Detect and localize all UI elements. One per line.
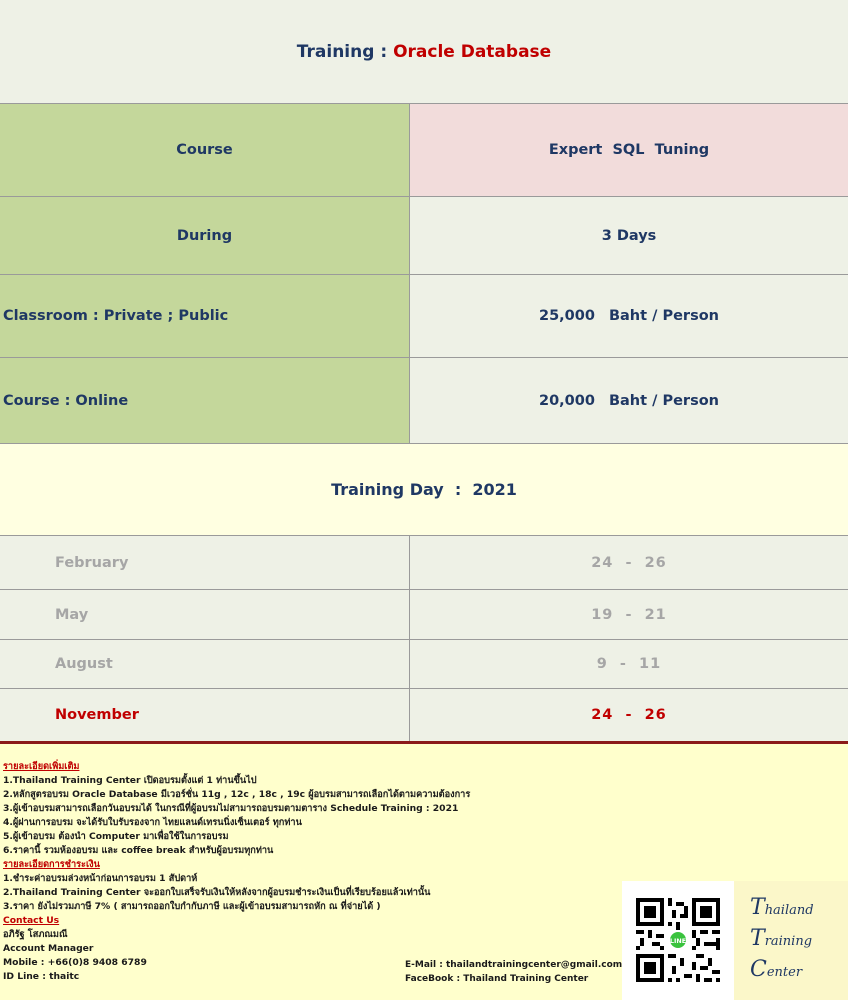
schedule-month: May	[0, 590, 410, 639]
online-row	[0, 358, 848, 444]
detail-line: 6.ราคานี้ รวมห้องอบรม และ coffee break สำหรับผู้อบรมทุกท่าน	[3, 845, 274, 856]
title-prefix: Training :	[296, 41, 388, 62]
online-price-cell	[410, 358, 848, 443]
classroom-price-cell	[410, 275, 848, 357]
contact-mobile: Mobile : +66(0)8 9408 6789	[3, 957, 147, 968]
classroom-unit: Baht / Person	[608, 308, 719, 324]
during-row	[0, 197, 848, 275]
payment-line: 1.ชำระค่าอบรมล่วงหน้าก่อนการอบรม 1 สัปดาห์	[3, 873, 198, 884]
course-label: Course	[0, 104, 410, 196]
schedule-dates: 19 - 21	[591, 606, 667, 623]
during-label: During	[0, 197, 410, 274]
contact-email[interactable]: E-Mail : thailandtrainingcenter@gmail.com	[405, 960, 623, 970]
title-course: Oracle Database	[393, 41, 552, 62]
classroom-price: 25,000	[539, 308, 595, 324]
classroom-label: Classroom : Private ; Public	[0, 275, 410, 357]
qr-code[interactable]	[622, 881, 734, 1000]
classroom-row	[0, 275, 848, 358]
contact-name: อภิรัฐ โสภณมณี	[3, 929, 68, 940]
payment-line: 2.Thailand Training Center จะออกใบเสร็จรับเงินให้หลังจากผู้อบรมชำระเงินเป็นที่เรียบร้อยแล้วเท่านั้น	[3, 887, 431, 898]
online-label: Course : Online	[0, 358, 410, 443]
schedule-row	[0, 640, 848, 689]
schedule-row	[0, 536, 848, 590]
payment-line: 3.ราคา ยังไม่รวมภาษี 7% ( สามารถออกใบกำกับภาษี และผู้เข้าอบรมสามารถหัก ณ ที่จ่ายได้ )	[3, 901, 381, 912]
detail-line: 3.ผู้เข้าอบรมสามารถเลือกวันอบรมได้ ในกรณีที่ผู้อบรมไม่สามารถอบรมตามตาราง Schedule Training : 2021	[3, 803, 459, 814]
schedule-dates: 24 - 26	[591, 707, 667, 723]
company-logo	[734, 881, 848, 1000]
payment-heading: รายละเอียดการชำระเงิน	[3, 859, 100, 870]
logo-line-thailand: Thailand	[750, 895, 814, 920]
schedule-row	[0, 590, 848, 640]
course-info-table	[0, 103, 848, 444]
contact-facebook[interactable]: FaceBook : Thailand Training Center	[405, 974, 589, 984]
course-value: Expert SQL Tuning	[410, 104, 848, 196]
contact-line-id: ID Line : thaitc	[3, 971, 80, 982]
more-details-heading: รายละเอียดเพิ่มเติม	[3, 761, 80, 772]
training-day-heading: Training Day : 2021	[0, 444, 848, 536]
schedule-row-active	[0, 689, 848, 744]
schedule-month: February	[0, 536, 410, 589]
online-price: 20,000	[539, 392, 595, 409]
line-badge: LINE	[669, 936, 687, 945]
schedule-month: August	[0, 640, 410, 688]
online-unit: Baht / Person	[608, 392, 719, 409]
schedule-dates: 24 - 26	[591, 554, 667, 571]
schedule-table	[0, 536, 848, 744]
contact-online	[405, 958, 622, 986]
schedule-month: November	[0, 689, 410, 741]
detail-line: 1.Thailand Training Center เปิดอบรมตั้งแต่ 1 ท่านขึ้นไป	[3, 775, 257, 786]
schedule-dates: 9 - 11	[596, 656, 662, 672]
during-value: 3 Days	[410, 197, 848, 274]
detail-line: 5.ผู้เข้าอบรม ต้องนำ Computer มาเพื่อใช้ในการอบรม	[3, 831, 229, 842]
contact-heading: Contact Us	[3, 915, 60, 926]
page-title	[0, 0, 848, 103]
qr-code-icon	[636, 898, 720, 982]
detail-line: 2.หลักสูตรอบรม Oracle Database มีเวอร์ชั่น 11g , 12c , 18c , 19c ผู้อบรมสามารถเลือกได้ตามความต้องการ	[3, 789, 471, 800]
logo-line-training: Training	[750, 926, 813, 951]
course-row	[0, 104, 848, 197]
logo-line-center: Center	[750, 957, 803, 982]
detail-line: 4.ผู้ผ่านการอบรม จะได้รับใบรับรองจาก ไทยแลนด์เทรนนิ่งเซ็นเตอร์ ทุกท่าน	[3, 817, 302, 828]
contact-role: Account Manager	[3, 943, 94, 954]
